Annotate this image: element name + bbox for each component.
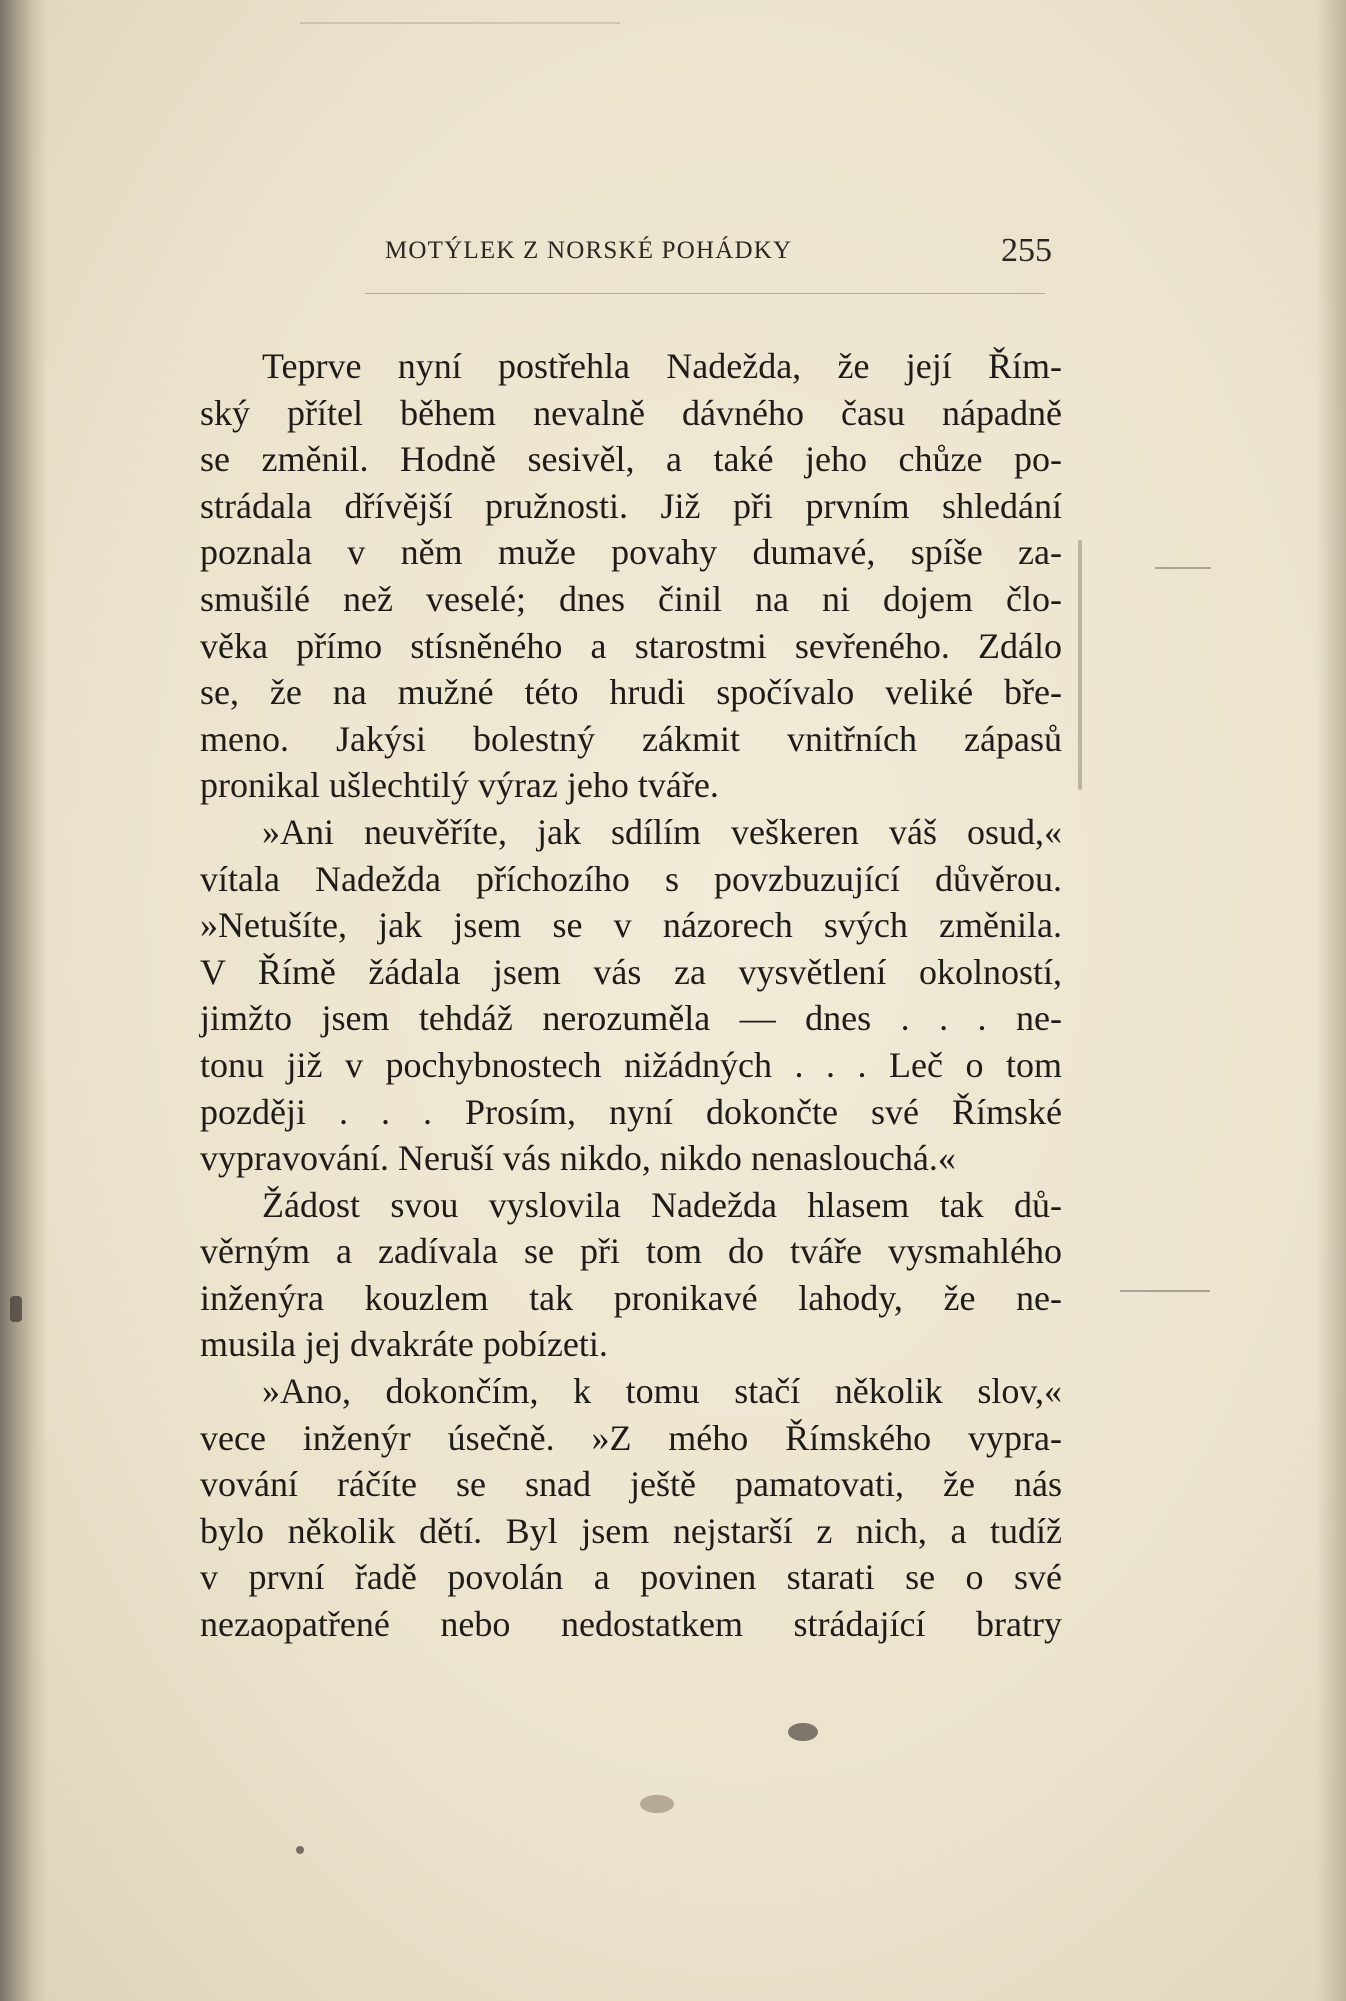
page-edge-shadow [1316,0,1346,2001]
text-line: se, že na mužné této hrudi spočívalo veliké bře- [200,672,1062,713]
page-number: 255 [1001,232,1052,269]
text-line: poznala v něm muže povahy dumavé, spíše za- [200,532,1062,573]
ink-stain [788,1723,818,1741]
text-line: meno. Jakýsi bolestný zákmit vnitřních zápasů [200,718,1062,759]
top-smudge [300,22,620,24]
text-line: Žádost svou vyslovila Nadežda hlasem tak dů- [262,1184,1062,1225]
text-line: »Ani neuvěříte, jak sdílím veškeren váš osud,« [262,811,1062,852]
text-line: se změnil. Hodně sesivěl, a také jeho chůze po- [200,439,1062,480]
text-line: »Ano, dokončím, k tomu stačí několik slov,« [262,1371,1062,1412]
ink-stain [640,1795,674,1813]
margin-mark [1120,1290,1210,1292]
text-line: Teprve nyní postřehla Nadežda, že její Řím- [262,346,1062,386]
text-line: bylo několik dětí. Byl jsem nejstarší z nich, a tudíž [200,1510,1062,1551]
text-line: strádala dřívější pružnosti. Již při prvním shledání [200,485,1062,526]
ink-stain [10,1296,22,1322]
header-rule [365,293,1045,294]
text-line: inženýra kouzlem tak pronikavé lahody, že ne- [200,1277,1062,1318]
running-head: MOTÝLEK Z NORSKÉ POHÁDKY [385,237,793,264]
text-line: vování ráčíte se snad ještě pamatovati, že nás [200,1464,1062,1505]
margin-bracket [1078,540,1082,790]
text-line: V Římě žádala jsem vás za vysvětlení okolností, [200,951,1062,992]
body-text [200,343,1062,1648]
text-line: věka přímo stísněného a starostmi sevřeného. Zdálo [200,625,1062,666]
text-line: později . . . Prosím, nyní dokončte své Římské [200,1091,1062,1132]
margin-mark [1155,567,1211,569]
text-line: tonu již v pochybnostech nižádných . . . Leč o tom [200,1044,1062,1085]
text-line: vypravování. Neruší vás nikdo, nikdo nenaslouchá.« [200,1138,956,1179]
text-line: smušilé než veselé; dnes činil na ni dojem člo- [200,578,1062,619]
text-line: »Netušíte, jak jsem se v názorech svých změnila. [200,905,1062,946]
text-line: jimžto jsem tehdáž nerozuměla — dnes . . . ne- [200,998,1062,1039]
spine-shadow [0,0,48,2001]
ink-stain [296,1846,304,1854]
text-line: musila jej dvakráte pobízeti. [200,1324,608,1365]
text-line: ský přítel během nevalně dávného času nápadně [200,392,1062,433]
text-line: vece inženýr úsečně. »Z mého Římského vypra- [200,1417,1062,1458]
text-line: vítala Nadežda příchozího s povzbuzující důvěrou. [200,858,1062,899]
text-line: nezaopatřené nebo nedostatkem strádající bratry [200,1604,1062,1645]
text-line: věrným a zadívala se při tom do tváře vysmahlého [200,1231,1062,1272]
text-line: pronikal ušlechtilý výraz jeho tváře. [200,765,719,806]
text-line: v první řadě povolán a povinen starati se o své [200,1557,1062,1598]
